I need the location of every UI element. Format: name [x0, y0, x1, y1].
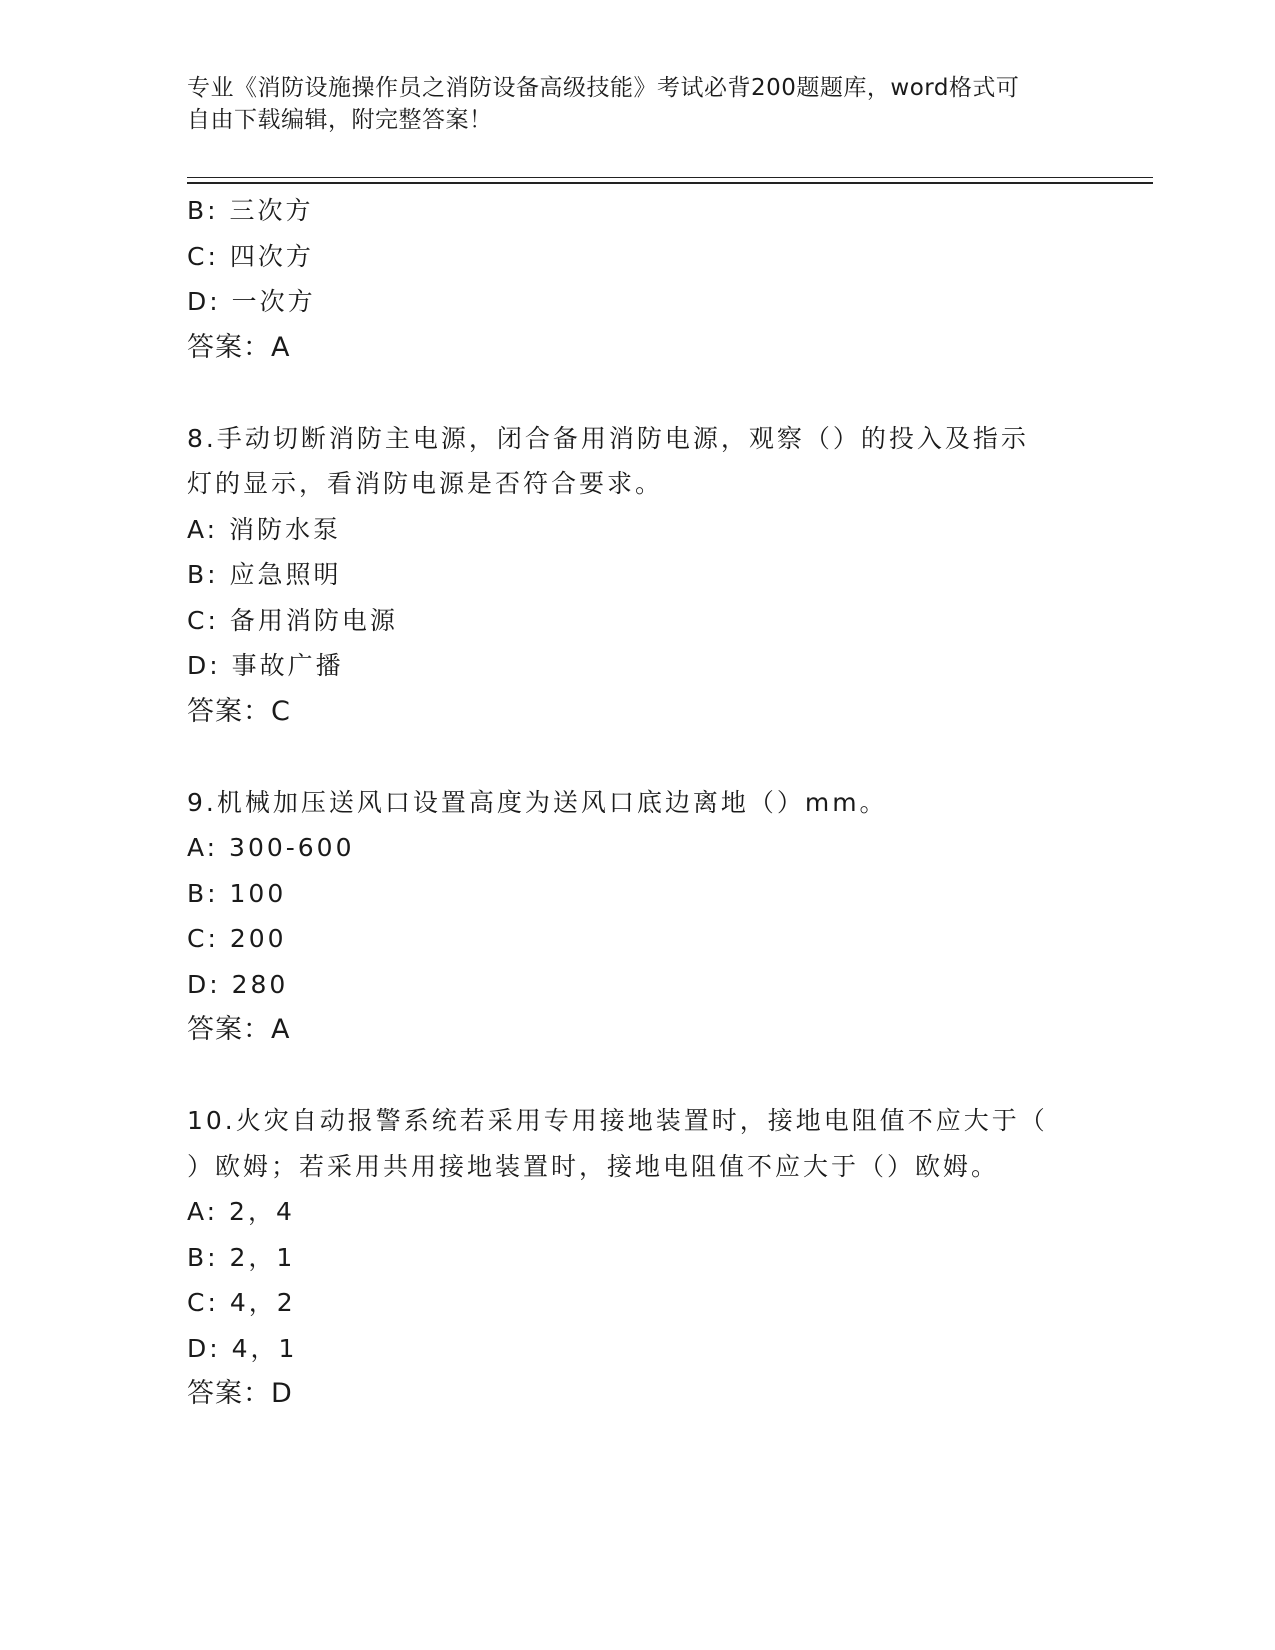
answer-line: 答案：A [187, 1014, 291, 1045]
option-c: C: 4，2 [187, 1288, 296, 1317]
spacer [187, 1053, 1087, 1099]
question-7-tail [187, 188, 1087, 370]
answer-line: 答案：C [187, 695, 291, 727]
option-d: D: 4，1 [187, 1333, 298, 1363]
option-d: D: 280 [187, 969, 289, 999]
answer-line: 答案：A [187, 331, 291, 363]
spacer [187, 370, 1087, 416]
option-b: B: 100 [187, 878, 287, 908]
header-divider-thick [187, 182, 1153, 184]
question-stem-line: 8.手动切断消防主电源，闭合备用消防电源，观察（）的投入及指示 [187, 423, 1029, 453]
question-stem-line: ）欧姆；若采用共用接地装置时，接地电阻值不应大于（）欧姆。 [187, 1151, 1000, 1181]
answer-line: 答案：D [187, 1378, 293, 1409]
question-stem-line: 灯的显示，看消防电源是否符合要求。 [187, 469, 664, 498]
header-title-line-1: 专业《消防设施操作员之消防设备高级技能》考试必背200题题库，word格式可 [187, 75, 1020, 101]
option-a: A: 2，4 [187, 1197, 295, 1226]
option-c: C: 备用消防电源 [187, 605, 398, 635]
option-a: A: 消防水泵 [187, 514, 342, 544]
spacer [187, 734, 1087, 780]
question-10 [187, 1098, 1087, 1417]
option-b: B: 三次方 [187, 196, 314, 225]
option-c: C: 四次方 [187, 241, 314, 271]
option-d: D: 事故广播 [187, 651, 344, 680]
header-divider-thin [187, 177, 1153, 178]
question-9 [187, 780, 1087, 1053]
question-list [187, 188, 1087, 1417]
option-d: D: 一次方 [187, 287, 316, 316]
document-header [187, 72, 1087, 136]
question-stem-line: 9.机械加压送风口设置高度为送风口底边离地（）mm。 [187, 787, 888, 817]
option-a: A: 300-600 [187, 833, 355, 862]
header-title-line-2: 自由下载编辑，附完整答案！ [187, 107, 493, 133]
option-b: B: 2，1 [187, 1242, 296, 1272]
option-c: C: 200 [187, 924, 287, 953]
question-stem-line: 10.火灾自动报警系统若采用专用接地装置时，接地电阻值不应大于（ [187, 1106, 1048, 1135]
option-b: B: 应急照明 [187, 560, 342, 589]
question-8 [187, 416, 1087, 735]
